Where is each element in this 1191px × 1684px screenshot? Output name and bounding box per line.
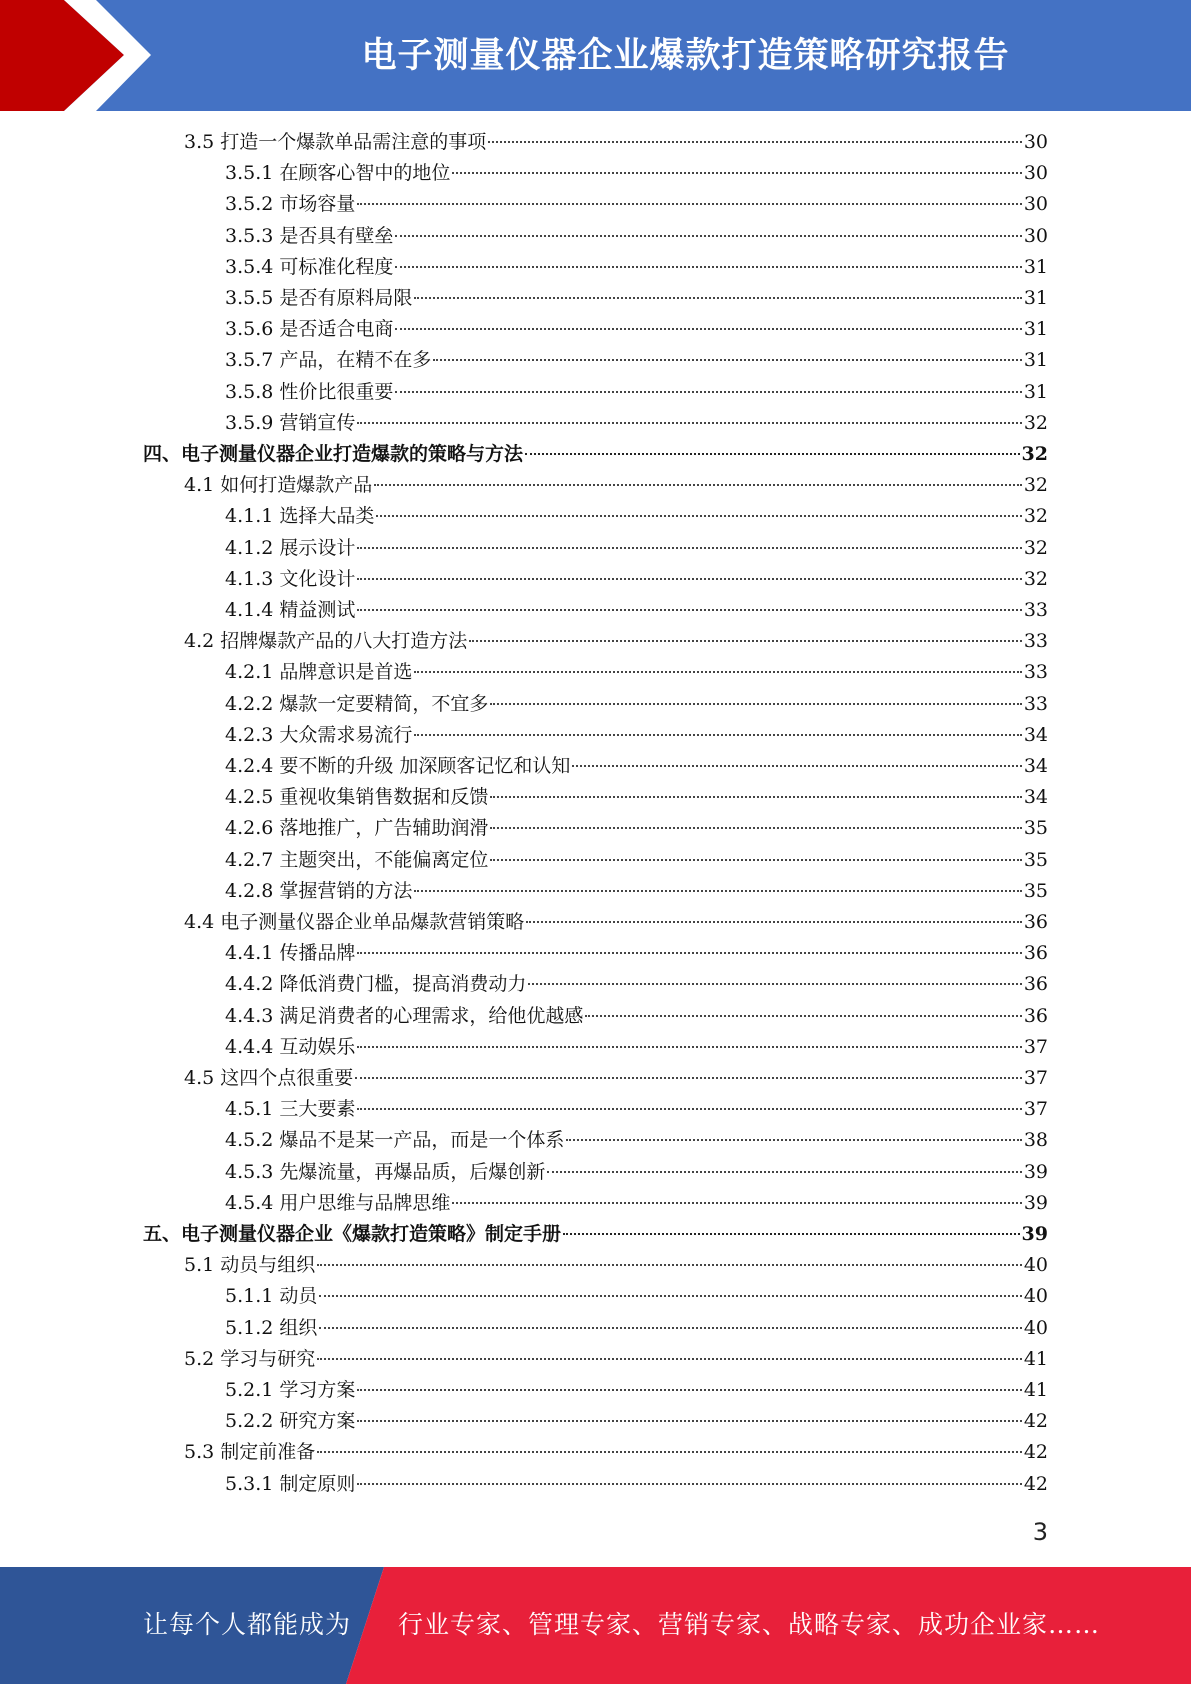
- toc-entry-page: 37: [1023, 1067, 1048, 1089]
- toc-entry-title: 4.2.4 要不断的升级 加深顾客记忆和认知: [225, 755, 571, 777]
- toc-entry-page: 42: [1023, 1441, 1048, 1464]
- page-header: [0, 0, 1191, 111]
- toc-entry-title: 4.1.2 展示设计: [225, 536, 356, 559]
- toc-entry-title: 4.2 招牌爆款产品的八大打造方法: [184, 630, 468, 653]
- toc-entry-title: 5.2.1 学习方案: [225, 1379, 356, 1401]
- toc-entry-page: 35: [1023, 817, 1048, 840]
- toc-entry-page: 31: [1023, 349, 1048, 372]
- toc-entry-page: 34: [1023, 755, 1048, 777]
- toc-dot-leader: [547, 1171, 1021, 1173]
- toc-entry-title: 5.2.2 研究方案: [225, 1410, 356, 1433]
- toc-dot-leader: [452, 172, 1021, 174]
- toc-entry-page: 31: [1023, 287, 1048, 309]
- toc-dot-leader: [452, 1202, 1021, 1204]
- toc-entry[interactable]: [184, 1063, 1048, 1094]
- toc-entry[interactable]: [225, 1469, 1048, 1500]
- toc-entry[interactable]: [225, 533, 1048, 564]
- toc-dot-leader: [357, 203, 1021, 205]
- toc-entry[interactable]: [225, 189, 1048, 220]
- toc-dot-leader: [395, 266, 1021, 268]
- toc-entry[interactable]: [143, 439, 1048, 470]
- toc-entry-page: 35: [1023, 879, 1048, 902]
- toc-dot-leader: [395, 328, 1021, 330]
- toc-entry-title: 四、电子测量仪器企业打造爆款的策略与方法: [143, 443, 524, 465]
- toc-entry-title: 5.3 制定前准备: [184, 1441, 316, 1464]
- toc-dot-leader: [357, 952, 1021, 954]
- toc-entry-title: 4.5.2 爆品不是某一产品，而是一个体系: [225, 1129, 565, 1152]
- toc-entry-title: 3.5.3 是否具有壁垒: [225, 224, 394, 247]
- toc-entry-title: 4.4.2 降低消费门槛，提高消费动力: [225, 973, 527, 996]
- toc-entry-page: 39: [1023, 1160, 1048, 1183]
- toc-entry[interactable]: [225, 501, 1048, 532]
- toc-entry-page: 32: [1023, 567, 1048, 590]
- toc-entry-page: 36: [1023, 973, 1048, 996]
- toc-entry-title: 4.2.1 品牌意识是首选: [225, 661, 413, 684]
- toc-entry[interactable]: [225, 938, 1048, 969]
- toc-dot-leader: [357, 422, 1021, 424]
- toc-dot-leader: [357, 547, 1021, 549]
- toc-dot-leader: [317, 1264, 1022, 1266]
- toc-entry-page: 31: [1023, 255, 1048, 278]
- toc-entry-page: 30: [1023, 162, 1048, 185]
- toc-entry-title: 4.2.3 大众需求易流行: [225, 723, 413, 746]
- toc-entry-title: 4.2.7 主题突出，不能偏离定位: [225, 848, 489, 871]
- toc-dot-leader: [357, 1108, 1021, 1110]
- toc-dot-leader: [395, 235, 1021, 237]
- toc-entry-page: 32: [1023, 505, 1048, 528]
- toc-entry-title: 4.5.4 用户思维与品牌思维: [225, 1191, 451, 1214]
- toc-entry[interactable]: [225, 221, 1048, 252]
- toc-entry[interactable]: [225, 720, 1048, 751]
- toc-entry-title: 4.4.1 传播品牌: [225, 942, 356, 965]
- toc-entry[interactable]: [225, 969, 1048, 1000]
- toc-entry-page: 39: [1021, 1223, 1048, 1245]
- toc-entry[interactable]: [225, 408, 1048, 439]
- toc-entry[interactable]: [225, 876, 1048, 907]
- toc-dot-leader: [572, 765, 1021, 767]
- toc-entry-title: 3.5.1 在顾客心智中的地位: [225, 162, 451, 185]
- toc-dot-leader: [317, 1358, 1022, 1360]
- toc-dot-leader: [319, 1295, 1021, 1297]
- toc-entry[interactable]: [225, 1375, 1048, 1406]
- toc-entry-page: 38: [1023, 1129, 1048, 1152]
- toc-entry-page: 33: [1023, 661, 1048, 684]
- footer-slogan-left: 让每个人都能成为: [143, 1610, 352, 1639]
- toc-dot-leader: [357, 1483, 1021, 1485]
- toc-entry[interactable]: [225, 782, 1048, 813]
- toc-dot-leader: [585, 1015, 1021, 1017]
- toc-dot-leader: [357, 609, 1021, 611]
- toc-dot-leader: [490, 703, 1021, 705]
- toc-entry-page: 37: [1023, 1098, 1048, 1121]
- toc-dot-leader: [433, 359, 1021, 361]
- toc-entry-page: 32: [1023, 411, 1048, 434]
- toc-entry[interactable]: [225, 689, 1048, 720]
- toc-entry-title: 4.4 电子测量仪器企业单品爆款营销策略: [184, 911, 525, 933]
- toc-entry-title: 5.2 学习与研究: [184, 1347, 316, 1370]
- toc-entry-title: 3.5.2 市场容量: [225, 193, 356, 216]
- toc-entry-page: 37: [1023, 1035, 1048, 1058]
- toc-dot-leader: [374, 484, 1022, 486]
- toc-entry[interactable]: [225, 657, 1048, 688]
- toc-entry-title: 3.5.5 是否有原料局限: [225, 287, 413, 309]
- toc-entry-title: 4.4.3 满足消费者的心理需求，给他优越感: [225, 1004, 584, 1027]
- toc-entry[interactable]: [225, 345, 1048, 376]
- toc-entry-page: 31: [1023, 380, 1048, 403]
- toc-dot-leader: [357, 578, 1021, 580]
- toc-dot-leader: [490, 796, 1021, 798]
- toc-dot-leader: [488, 141, 1022, 143]
- toc-entry-page: 30: [1023, 131, 1048, 153]
- toc-entry-page: 35: [1023, 848, 1048, 871]
- toc-entry[interactable]: [225, 845, 1048, 876]
- toc-entry-title: 4.2.2 爆款一定要精简，不宜多: [225, 692, 489, 715]
- toc-entry-title: 4.2.5 重视收集销售数据和反馈: [225, 786, 489, 809]
- toc-entry-title: 4.1 如何打造爆款产品: [184, 474, 373, 497]
- toc-entry[interactable]: [184, 1437, 1048, 1468]
- toc-entry[interactable]: [184, 1344, 1048, 1375]
- toc-entry[interactable]: [225, 158, 1048, 189]
- toc-dot-leader: [376, 515, 1021, 517]
- toc-entry[interactable]: [225, 1094, 1048, 1125]
- toc-entry-page: 40: [1023, 1285, 1048, 1308]
- toc-entry-title: 3.5.8 性价比很重要: [225, 380, 394, 403]
- toc-entry[interactable]: [225, 564, 1048, 595]
- toc-entry-title: 5.1 动员与组织: [184, 1254, 316, 1277]
- page-footer: [0, 1567, 1191, 1684]
- toc-entry-page: 30: [1023, 193, 1048, 216]
- toc-entry-title: 5.3.1 制定原则: [225, 1472, 356, 1495]
- toc-entry-title: 5.1.1 动员: [225, 1285, 318, 1308]
- toc-entry-page: 40: [1023, 1316, 1048, 1339]
- toc-dot-leader: [355, 1077, 1022, 1079]
- toc-entry-title: 4.1.4 精益测试: [225, 599, 356, 621]
- toc-entry[interactable]: [184, 907, 1048, 938]
- toc-entry[interactable]: [225, 1313, 1048, 1344]
- toc-entry-title: 3.5.4 可标准化程度: [225, 255, 394, 278]
- toc-entry-page: 36: [1023, 1004, 1048, 1027]
- toc-dot-leader: [414, 734, 1021, 736]
- toc-dot-leader: [357, 1389, 1021, 1391]
- toc-entry[interactable]: [225, 1157, 1048, 1188]
- toc-entry-page: 42: [1023, 1410, 1048, 1433]
- toc-entry[interactable]: [225, 1001, 1048, 1032]
- toc-entry[interactable]: [225, 751, 1048, 782]
- document-title: 电子测量仪器企业爆款打造策略研究报告: [361, 36, 1010, 76]
- toc-entry-title: 3.5.9 营销宣传: [225, 411, 356, 434]
- toc-entry-page: 32: [1023, 474, 1048, 497]
- toc-dot-leader: [525, 453, 1020, 455]
- toc-entry[interactable]: [225, 1406, 1048, 1437]
- toc-entry-title: 五、电子测量仪器企业《爆款打造策略》制定手册: [143, 1223, 562, 1245]
- toc-dot-leader: [395, 391, 1021, 393]
- toc-entry[interactable]: [225, 1281, 1048, 1312]
- toc-entry-title: 3.5 打造一个爆款单品需注意的事项: [184, 131, 487, 153]
- toc-dot-leader: [490, 859, 1021, 861]
- toc-dot-leader: [414, 890, 1021, 892]
- toc-entry[interactable]: [225, 1125, 1048, 1156]
- toc-dot-leader: [414, 671, 1021, 673]
- toc-entry[interactable]: [225, 252, 1048, 283]
- toc-entry[interactable]: [225, 595, 1048, 626]
- toc-entry-page: 33: [1023, 630, 1048, 653]
- toc-dot-leader: [526, 921, 1022, 923]
- toc-dot-leader: [490, 827, 1021, 829]
- toc-entry-page: 36: [1023, 942, 1048, 965]
- toc-entry[interactable]: [143, 1219, 1048, 1250]
- toc-dot-leader: [469, 640, 1022, 642]
- footer-slogan-right: 行业专家、管理专家、营销专家、战略专家、成功企业家……: [398, 1610, 1101, 1639]
- toc-entry-title: 4.5.3 先爆流量，再爆品质，后爆创新: [225, 1160, 546, 1183]
- toc-entry-title: 4.5.1 三大要素: [225, 1098, 356, 1121]
- toc-dot-leader: [414, 297, 1021, 299]
- toc-entry[interactable]: [225, 314, 1048, 345]
- toc-entry-page: 33: [1023, 692, 1048, 715]
- toc-dot-leader: [317, 1451, 1022, 1453]
- toc-dot-leader: [563, 1233, 1020, 1235]
- toc-entry-title: 4.4.4 互动娱乐: [225, 1035, 356, 1058]
- toc-dot-leader: [357, 1046, 1021, 1048]
- toc-entry[interactable]: [225, 283, 1048, 314]
- toc-entry[interactable]: [184, 626, 1048, 657]
- toc-entry[interactable]: [184, 1250, 1048, 1281]
- toc-entry[interactable]: [225, 377, 1048, 408]
- toc-entry-title: 4.1.3 文化设计: [225, 567, 356, 590]
- toc-entry-page: 30: [1023, 224, 1048, 247]
- toc-entry-page: 42: [1023, 1472, 1048, 1495]
- toc-entry-title: 5.1.2 组织: [225, 1316, 318, 1339]
- toc-entry-page: 31: [1023, 318, 1048, 341]
- toc-entry[interactable]: [225, 1188, 1048, 1219]
- toc-dot-leader: [319, 1327, 1021, 1329]
- toc-entry[interactable]: [184, 470, 1048, 501]
- toc-dot-leader: [357, 1420, 1021, 1422]
- toc-entry-page: 34: [1023, 786, 1048, 809]
- toc-entry-title: 4.2.6 落地推广，广告辅助润滑: [225, 817, 489, 840]
- toc-dot-leader: [566, 1139, 1021, 1141]
- toc-entry-page: 39: [1023, 1191, 1048, 1214]
- toc-entry-title: 3.5.6 是否适合电商: [225, 318, 394, 341]
- toc-entry-title: 4.1.1 选择大品类: [225, 505, 375, 528]
- toc-entry-page: 34: [1023, 723, 1048, 746]
- toc-entry-page: 41: [1023, 1347, 1048, 1370]
- page-number: 3: [1032, 1518, 1048, 1546]
- toc-entry[interactable]: [184, 127, 1048, 158]
- toc-dot-leader: [528, 983, 1021, 985]
- toc-entry-page: 36: [1023, 911, 1048, 933]
- toc-entry-page: 40: [1023, 1254, 1048, 1277]
- toc-entry[interactable]: [225, 813, 1048, 844]
- toc-entry-title: 4.2.8 掌握营销的方法: [225, 879, 413, 902]
- toc-entry-page: 32: [1021, 443, 1048, 465]
- toc-entry-page: 33: [1023, 599, 1048, 621]
- toc-entry-title: 3.5.7 产品，在精不在多: [225, 349, 432, 372]
- toc-entry-page: 41: [1023, 1379, 1048, 1401]
- toc-entry-title: 4.5 这四个点很重要: [184, 1067, 354, 1089]
- toc-entry-page: 32: [1023, 536, 1048, 559]
- toc-entry[interactable]: [225, 1032, 1048, 1063]
